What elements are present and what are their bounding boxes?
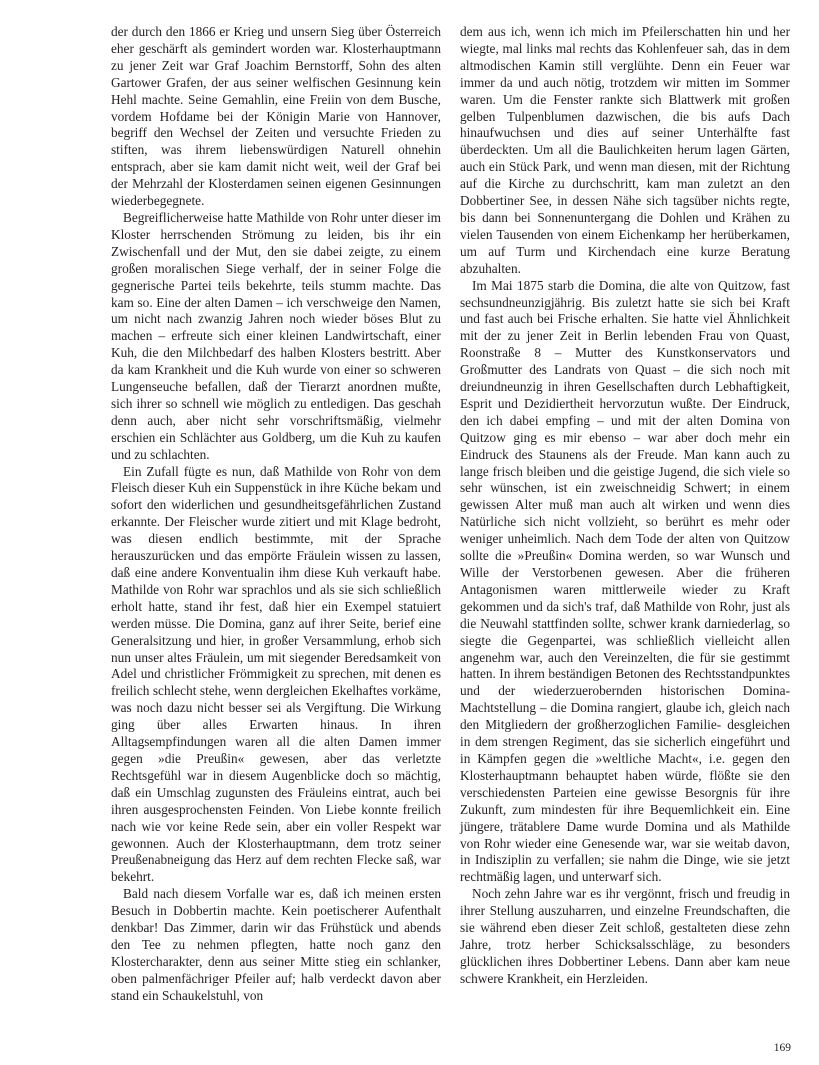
- paragraph-5: dem aus ich, wenn ich mich im Pfeilerschatten hin und her wiegte, mal links mal rechts das Kohlenfeuer sah, das in dem altmodischen Kamin still verglühte. Denn ein Feuer war immer da und auch nötig, trotzdem wir mitten im Sommer waren. Um die Fenster rankte sich Blattwerk mit großen gelben Tulpenblumen dazwischen, die bis aufs Dach hinaufwuchsen und dies auf seiner Unterhälfte fast überdeckten. Um all die Baulichkeiten herum lagen Gärten, auch ein Stück Park, und wenn man diesen, mit der Richtung auf die Kirche zu durchschritt, kam man zuletzt an den Dobbertiner See, in dessen Nähe sich tagsüber nichts regte, bis dann bei Sonnenuntergang die Dohlen und Krähen zu vielen Tausenden von einem Eichenkamp her herüberkamen, um auf Turm und Kirchendach eine kurze Beratung abzuhalten.: [460, 24, 790, 276]
- paragraph-7: Noch zehn Jahre war es ihr vergönnt, frisch und freudig in ihrer Stellung auszuharren, und einzelne Freundschaften, die sie während eben dieser Zeit schloß, gestalteten diese zehn Jahre, trotz herber Schicksalsschläge, zu besonders glücklichen ihres Dobbertiner Lebens. Dann aber kam neue schwere Krankheit, ein Herzleiden.: [460, 886, 790, 986]
- paragraph-2: Begreiflicherweise hatte Mathilde von Rohr unter dieser im Kloster herrschenden Strömung zu leiden, bis ihr ein Zwischenfall und der Mut, den sie dabei zeigte, zu einem großen moralischen Siege verhalf, der in seiner Folge die gegnerische Partei teils bekehrte, teils stumm machte. Das kam so. Eine der alten Damen – ich verschweige den Namen, um nicht nach zwanzig Jahren noch wieder böses Blut zu machen – erfreute sich einer kleinen Landwirtschaft, einer Kuh, die den Milchbedarf des halben Klosters bestritt. Aber da kam Krankheit und die Kuh wurde von einer so schweren Lungenseuche befallen, daß der Tierarzt anordnen mußte, sich ihrer so schnell wie möglich zu entledigen. Das geschah denn auch, aber nicht sehr vorschriftsmäßig, vielmehr erschien ein Schlächter aus Goldberg, um die Kuh zu kaufen und zu schlachten.: [111, 209, 441, 462]
- left-text-column: [111, 24, 441, 1005]
- paragraph-4: Bald nach diesem Vorfalle war es, daß ich meinen ersten Besuch in Dobbertin machte. Kein poetischerer Aufenthalt denkbar! Das Zimmer, darin wir das Frühstück und abends den Tee zu nehmen pflegten, hatte noch ganz den Klostercharakter, denn aus seiner Mitte stieg ein schlanker, oben palmenfächriger Pfeiler auf; halb verdeckt davon aber stand ein Schaukelstuhl, von: [111, 886, 441, 1003]
- paragraph-3: Ein Zufall fügte es nun, daß Mathilde von Rohr von dem Fleisch dieser Kuh ein Suppenstück in ihre Küche bekam und sofort den widerlichen und gesundheitsgefährlichen Zustand erkannte. Der Fleischer wurde zitiert und mit Klage bedroht, was diesen endlich bestimmte, mit der Sprache herauszurücken und das empörte Fräulein wissen zu lassen, daß eine andere Konventualin ihm diese Kuh verkauft habe. Mathilde von Rohr war sprachlos und als sie sich schließlich erholt hatte, stand ihr fest, daß hier ein Exempel statuiert werden müsse. Die Domina, ganz auf ihrer Seite, berief eine Generalsitzung und hier, in großer Versammlung, erhob sich nun unser altes Fräulein, um mit siegender Beredsamkeit von Adel und christlicher Frömmigkeit zu sprechen, mit denen es freilich schlecht stehe, wenn dergleichen Ekelhaftes vorkäme, was noch dazu nicht besser sei als Vergiftung. Die Wirkung ging über alles Erwarten hinaus. In ihren Alltagsempfindungen waren all die alten Damen immer gegen »die Preußin« gewesen, aber das verletzte Rechtsgefühl war in diesem Augenblicke doch so mächtig, daß ein Umschlag zugunsten des Fräuleins eintrat, auch bei ihren ausgesprochensten Feinden. Von Liebe konnte freilich nach wie vor keine Rede sein, aber ein voller Respekt war gewonnen. Auch der Klosterhauptmann, dem trotz seiner Preußenabneigung das Herz auf dem rechten Flecke saß, war bekehrt.: [111, 463, 441, 885]
- paragraph-6: Im Mai 1875 starb die Domina, die alte von Quitzow, fast sechsundneunzigjährig. Bis zuletzt hatte sie sich bei Kraft und fast auch bei Frische erhalten. Sie hatte viel Ähnlichkeit mit der zu jener Zeit in Berlin lebenden Frau von Quast, Roonstraße 8 – Mutter des Kunstkonservators und Großmutter des Landrats von Quast – die sich noch mit dreiundneunzig in ihren Gesellschaften durch Lebhaftigkeit, Esprit und Dezidiertheit hervorzutun wußte. Der Eindruck, den ich dabei empfing – und mit der alten Domina von Quitzow ging es mir ebenso – war aber doch mehr ein Eindruck des Staunens als der Freude. Man kann auch zu lange frisch bleiben und die geistige Jugend, die sich viele so sehr wünschen, ist ein zweischneidig Schwert; in einem gewissen Alter muß man auch alt wirken und wenn dies Natürliche sich nicht vollzieht, so berührt es mehr oder weniger unheimlich. Nach dem Tode der alten von Quitzow sollte die »Preußin« Domina werden, so war Wunsch und Wille der Verstorbenen gewesen. Aber die früheren Antagonismen waren mittlerweile wieder zu Kraft gekommen und da sich's traf, daß Mathilde von Rohr, just als die Neuwahl stattfinden sollte, schwer krank darniederlag, so siegte die Gegenpartei, was schließlich vielleicht allen angenehm war, auch den Vereinzelten, die für sie gestimmt hatten. In ihrem beständigen Betonen des Rechtsstandpunktes und der wiederzuerobernden historischen Domina-Machtstellung – die Domina rangiert, glaube ich, gleich nach den Mitgliedern der großherzoglichen Familie- desgleichen in dem strengen Regiment, das sie sicherlich eingeführt und in Kämpfen gegen die »weltliche Macht«, i.e. gegen den Klosterhauptmann behauptet haben würde, flößte sie den verschiedensten Parteien eine gewisse Besorgnis für ihre Zukunft, zum mindesten für ihre Bequemlichkeit ein. Eine jüngere, trätablere Dame wurde Domina und als Mathilde von Rohr wieder eine Genesende war, war sie weitab davon, in Indisziplin zu verfallen; sie nahm die Dinge, wie sie jetzt rechtmäßig lagen, und unterwarf sich.: [460, 277, 790, 885]
- page-number: 169: [773, 1042, 791, 1054]
- paragraph-1: der durch den 1866 er Krieg und unsern Sieg über Österreich eher geschärft als gemindert worden war. Klosterhauptmann zu jener Zeit war Graf Joachim Bernstorff, Sohn des alten Gartower Grafen, der aus seiner welfischen Gesinnung kein Hehl machte. Seine Gemahlin, eine Freiin von dem Busche, vordem Hofdame bei der Königin Marie von Hannover, begriff den Wechsel der Zeiten und versuchte Frieden zu stiften, was ihrem liebenswürdigen Naturell ohnehin entsprach, aber sie kam damit nicht weit, weil der Graf bei der Mehrzahl der Klosterdamen seinen eigenen Gesinnungen wiederbegegnete.: [111, 24, 441, 209]
- right-text-column: [460, 24, 790, 988]
